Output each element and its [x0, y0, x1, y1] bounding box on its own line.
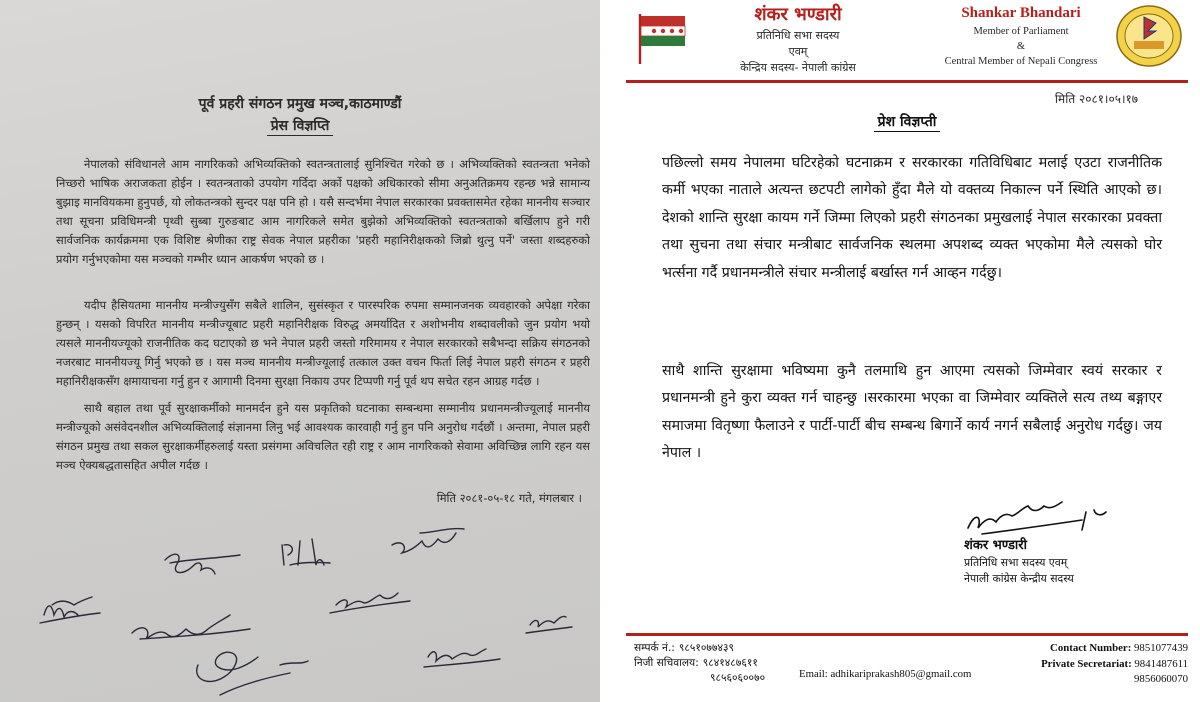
- body-paragraph: साथै बहाल तथा पूर्व सुरक्षाकर्मीको मानमर्दन हुने यस प्रकृतिको घटनाका सम्बन्धमा सम्मानीय प्रधानमन्त्रीज्यूलाई माननीय मन्त्रीज्यूको असंवेदनशील अभिव्यक्तिलाई संज्ञानमा लिनु भई आवश्यक कारवाही गर्नु हुन पनि अनुरोध गर्दछौं । अन्तमा, नेपाल प्रहरी संगठन प्रमुख तथा सकल सुरक्षाकर्मीहरुलाई यस्ता प्रसंगमा अविचलित रही राष्ट्र र आम नागरिकको सेवामा अविच्छिन्न लागि रहन यस मञ्च ऐक्यबद्धतासहित अपील गर्दछ ।: [56, 401, 590, 473]
- signature-icon: [962, 500, 1112, 540]
- secretary-label: Private Secretariat:: [1041, 657, 1132, 670]
- signature-1: [165, 554, 240, 574]
- signature-8: [197, 652, 308, 695]
- letterhead-line: केन्द्रिय सदस्य- नेपाली कांग्रेस: [740, 61, 856, 74]
- letterhead-line: &: [1016, 41, 1026, 52]
- signatory-title: प्रतिनिधि सभा सदस्य एवम्: [964, 556, 1068, 569]
- release-date: मिति २०८१।०५।१७: [1054, 92, 1138, 106]
- secretary-label: निजी सचिवालय:: [634, 657, 699, 669]
- press-release-title-text: प्रेश विज्ञप्ती: [874, 114, 941, 132]
- signature-6: [330, 593, 410, 613]
- footer-rule: [626, 633, 1188, 636]
- contact-label: Contact Number:: [1050, 642, 1132, 654]
- secretary-number: ९८४१४८७६११: [702, 657, 758, 669]
- press-release-title-text: प्रेस विज्ञप्ति: [267, 118, 334, 136]
- email-address: Email: adhikariprakash805@gmail.com: [799, 668, 972, 680]
- right-press-release: [614, 0, 1200, 702]
- press-release-title: [614, 112, 1200, 131]
- signature-3: [392, 529, 464, 553]
- secretary-number-2: 9856060070: [1134, 673, 1188, 685]
- press-release-title: [0, 116, 600, 135]
- signatory-block: [964, 537, 1164, 587]
- letterhead-line: एवम्: [788, 45, 808, 58]
- party-flag-icon: [634, 10, 692, 66]
- letterhead-line: Member of Parliament: [973, 26, 1069, 37]
- header-rule: [626, 80, 1188, 83]
- contact-label: सम्पर्क नं.:: [634, 642, 675, 654]
- signatory-title: नेपाली कांग्रेस केन्द्रीय सदस्य: [964, 572, 1074, 585]
- signature-2: [282, 539, 330, 565]
- body-paragraph: पछिल्लो समय नेपालमा घटिरहेको घटनाक्रम र सरकारका गतिविधिबाट मलाई एउटा राजनीतिक कर्मी भएका नाताले अत्यन्त छटपटी लागेको हुँदा मैले यो वक्तव्य निकाल्न पर्ने स्थिति आएको छ। देशको शान्ति सुरक्षा कायम गर्ने जिम्मा लिएको प्रहरी संगठनका प्रमुखलाई नेपाल सरकारका प्रवक्ता तथा सुचना तथा संचार मन्त्रीबाट सार्वजनिक स्थलमा अपशब्द व्यक्त भएकोमा मैले त्यसको घोर भर्त्सना गर्दै प्रधानमन्त्रीले संचार मन्त्रीलाई बर्खास्त गर्न आव्हन गर्दछु।: [662, 155, 1162, 281]
- body-paragraph: साथै शान्ति सुरक्षामा भविष्यमा कुनै तलमाथि हुन आएमा त्यसको जिम्मेवार स्वयं सरकार र प्रधानमन्त्री हुने कुरा व्यक्त गर्न चाहन्छु ।सरकारमा भएका वा जिम्मेवार व्यक्तिले सत्य तथ्य बङ्गाएर समाजमा वितृष्णा फैलाउने र पार्टी-पार्टी बीच सम्बन्ध बिगार्ने कार्य नगर्न सबैलाई अनुरोध गर्दछु। जय नेपाल ।: [662, 363, 1162, 462]
- footer-contact-nepali: [634, 641, 765, 686]
- contact-number: 9851077439: [1134, 642, 1188, 654]
- contact-number: ९८५१०७७४३९: [678, 642, 734, 654]
- letterhead-name-np: शंकर भण्डारी: [754, 4, 842, 25]
- secretary-number: 9841487611: [1134, 657, 1188, 670]
- letterhead-line: Central Member of Nepali Congress: [944, 56, 1098, 67]
- body-paragraph: नेपालको संविधानले आम नागरिकको अभिव्यक्तिको स्वतन्त्रतालाई सुनिश्चित गरेको छ । अभिव्यक्तिको स्वतन्त्रता भनेको निच्छरो भाषिक अराजकता होईन । स्वतन्त्रताको उपयोग गर्दिदा अर्को पक्षको अधिकारको सीमा अनुअतिक्रमय रहन्छ भन्ने सामान्य बुझाइ मानवियकमा हुनुपर्छ, यो लोकतन्त्रको सुन्दर पक्ष पनि हो । यसै सन्दर्भमा नेपाल सरकारका प्रवक्तासमेत रहेका माननीय सञ्चार तथा सूचना प्रविधिमन्त्री पृथ्वी सुब्बा गुरुङबाट आम नागरिकले समेत बुझेको अभिव्यक्तिको स्वतन्त्रताको बर्खिलाप हुने गरी सार्वजनिक कार्यक्रममा एक विशिष्ट श्रेणीका राष्ट्र सेवक नेपाल प्रहरीका 'प्रहरी महानिरीक्षकको जिब्रो थुत्नु पर्ने' जस्ता शब्दहरुको प्रयोग गर्नुभएकोमा यस मञ्चको गम्भीर ध्यान आकर्षण भएको छ ।: [56, 157, 590, 267]
- image-divider: [600, 0, 614, 702]
- signature-5: [132, 615, 250, 639]
- secretary-number-2: ९८५६०६००७०: [710, 672, 766, 684]
- release-date: मिति २०८१-०५-१८ गते, मंगलबार ।: [436, 491, 582, 505]
- signatory-name: शंकर भण्डारी: [964, 538, 1027, 553]
- letterhead-nepali: [692, 2, 904, 76]
- footer-contact-english: [1041, 641, 1188, 688]
- handwritten-signatures: [0, 505, 600, 702]
- signature-9: [424, 649, 500, 667]
- letterhead-line: प्रतिनिधि सभा सदस्य: [756, 29, 840, 42]
- parliament-emblem-icon: [1114, 3, 1184, 69]
- letterhead-name-en: Shankar Bhandari: [961, 5, 1081, 21]
- body-paragraph: यदीप हैसियतमा माननीय मन्त्रीज्युसँग सबैले शालिन, सुसंस्कृत र पारस्परिक रुपमा सम्मानजनक व्यवहारको अपेक्षा गरेका हुन्छन् । यसको विपरित माननीय मन्त्रीज्यूबाट प्रहरी महानिरीक्षक विरुद्ध अमर्यादित र अशोभनीय शब्दावलीको जुन प्रयोग भयो त्यसले माननीयज्यूको राजनीतिक कद घटाएको छ भने नेपाल प्रहरी जस्तो गरिमामय र नेपाल सरकारको सबैभन्दा सक्रिय संगठनको नजरबाट माननीयज्यू गिर्नु भएको छ । यस मञ्च माननीय मन्त्रीज्यूलाई तत्काल उक्त वचन फिर्ता लिई नेपाल प्रहरी संगठन र प्रहरी महानिरीक्षकसँग क्षमायाचना गर्नु हुन र आगामी दिनमा सुरक्षा निकाय उपर टिप्पणी गर्नु पूर्व थप सचेत रहन आग्रह गर्दछ ।: [56, 298, 590, 389]
- signature-7: [526, 616, 572, 633]
- letterhead-english: [932, 2, 1110, 69]
- organization-heading: पूर्व प्रहरी संगठन प्रमुख मञ्च,काठमाण्डौं: [198, 96, 402, 112]
- signature-4: [40, 597, 100, 623]
